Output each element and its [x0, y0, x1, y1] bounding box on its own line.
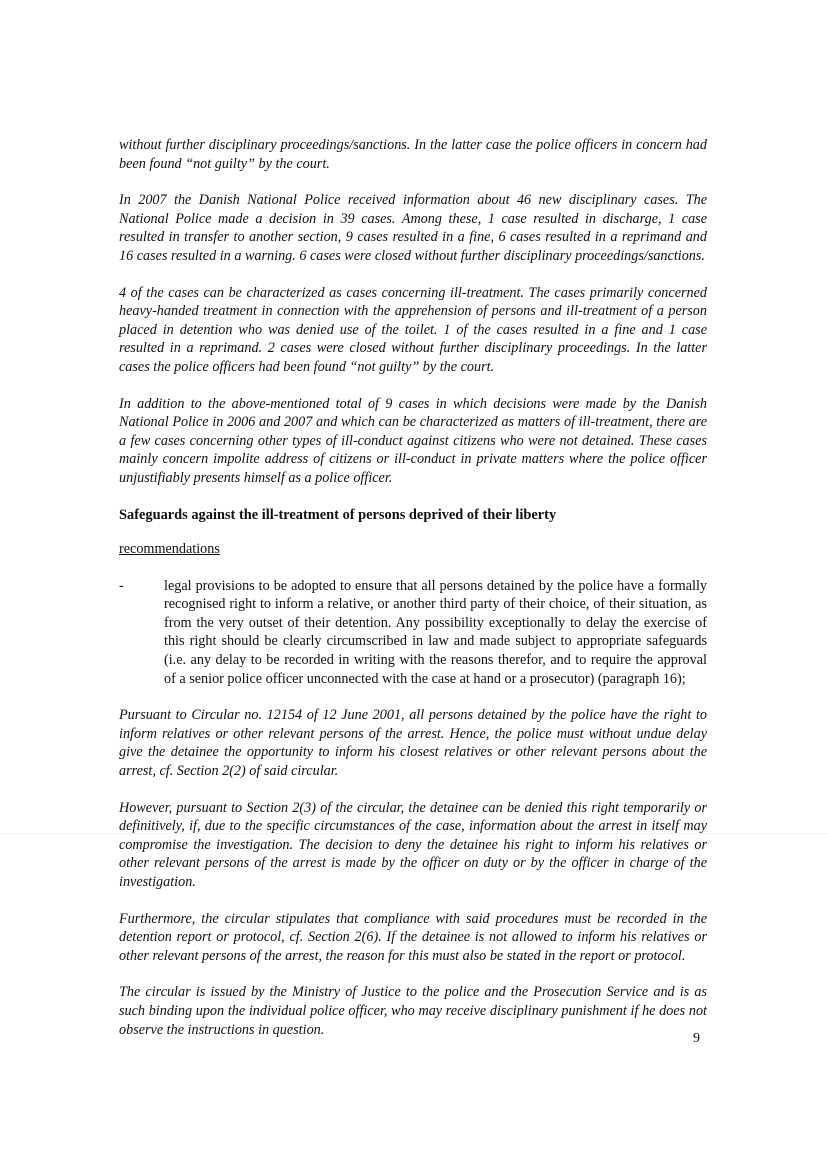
paragraph-ill-treatment-cases: 4 of the cases can be characterized as cases concerning ill-treatment. The cases primarily concerned heavy-handed treatment in connection with the apprehension of persons and ill-treatment of a person placed in detention who was denied use of the toilet. 1 of the cases resulted in a fine and 1 case resulted in a reprimand. 2 cases were closed without further disciplinary proceedings. In the latter cases the police officers had been found “not guilty” by the court.	[119, 284, 707, 375]
paragraph-continuation: without further disciplinary proceedings/sanctions. In the latter case the police officers in concern had been found “not guilty” by the court.	[119, 137, 707, 172]
section-heading: Safeguards against the ill-treatment of persons deprived of their liberty	[119, 506, 557, 523]
paragraph-circular-right: Pursuant to Circular no. 12154 of 12 June 2001, all persons detained by the police have the right to inform relatives or other relevant persons of the arrest. Hence, the police must without undue delay give the detainee the opportunity to inform his closest relatives or other relevant persons about the arrest, cf. Section 2(2) of said circular.	[119, 707, 707, 780]
paragraph-binding-circular: The circular is issued by the Ministry of Justice to the police and the Prosecution Service and is as such binding upon the individual police officer, who may receive disciplinary punishment if he does not observe the instructions in question.	[119, 984, 707, 1038]
paragraph-denial-of-right: However, pursuant to Section 2(3) of the circular, the detainee can be denied this right temporarily or definitively, if, due to the specific circumstances of the case, information about the arrest in itself may compromise the investigation. The decision to deny the detainee his right to inform his relatives or other relevant persons of the arrest is made by the officer on duty or by the officer in charge of the investigation.	[119, 799, 707, 890]
bullet-dash: -	[119, 577, 124, 594]
recommendation-text: legal provisions to be adopted to ensure that all persons detained by the police have a formally recognised right to inform a relative, or another third party of their choice, of their situation, as from the very outset of their detention. Any possibility exceptionally to delay the exercise of this right should be clearly circumscribed in law and made subject to appropriate safeguards (i.e. any delay to be recorded in writing with the reasons therefor, and to require the approval of a senior police officer unconnected with the case at hand or a prosecutor) (paragraph 16);	[164, 577, 707, 687]
paragraph-recording-procedures: Furthermore, the circular stipulates that compliance with said procedures must be recorded in the detention report or protocol, cf. Section 2(6). If the detainee is not allowed to inform his relatives or other relevant persons of the arrest, the reason for this must also be stated in the report or protocol.	[119, 910, 707, 964]
page-number: 9	[693, 1031, 700, 1046]
recommendation-item	[119, 577, 707, 689]
document-page	[119, 136, 707, 1057]
paragraph-2007-cases: In 2007 the Danish National Police received information about 46 new disciplinary cases. The National Police made a decision in 39 cases. Among these, 1 case resulted in discharge, 1 case resulted in transfer to another section, 9 cases resulted in a fine, 6 cases resulted in a reprimand and 16 cases resulted in a warning. 6 cases were closed without further disciplinary proceedings/sanctions.	[119, 192, 707, 264]
recommendations-label: recommendations	[119, 541, 220, 558]
paragraph-other-ill-conduct: In addition to the above-mentioned total of 9 cases in which decisions were made by the Danish National Police in 2006 and 2007 and which can be characterized as matters of ill-treatment, there are a few cases concerning other types of ill-conduct against citizens who were not detained. These cases mainly concern impolite address of citizens or ill-conduct in private matters where the police officer unjustifiably presents himself as a police officer.	[119, 395, 707, 486]
